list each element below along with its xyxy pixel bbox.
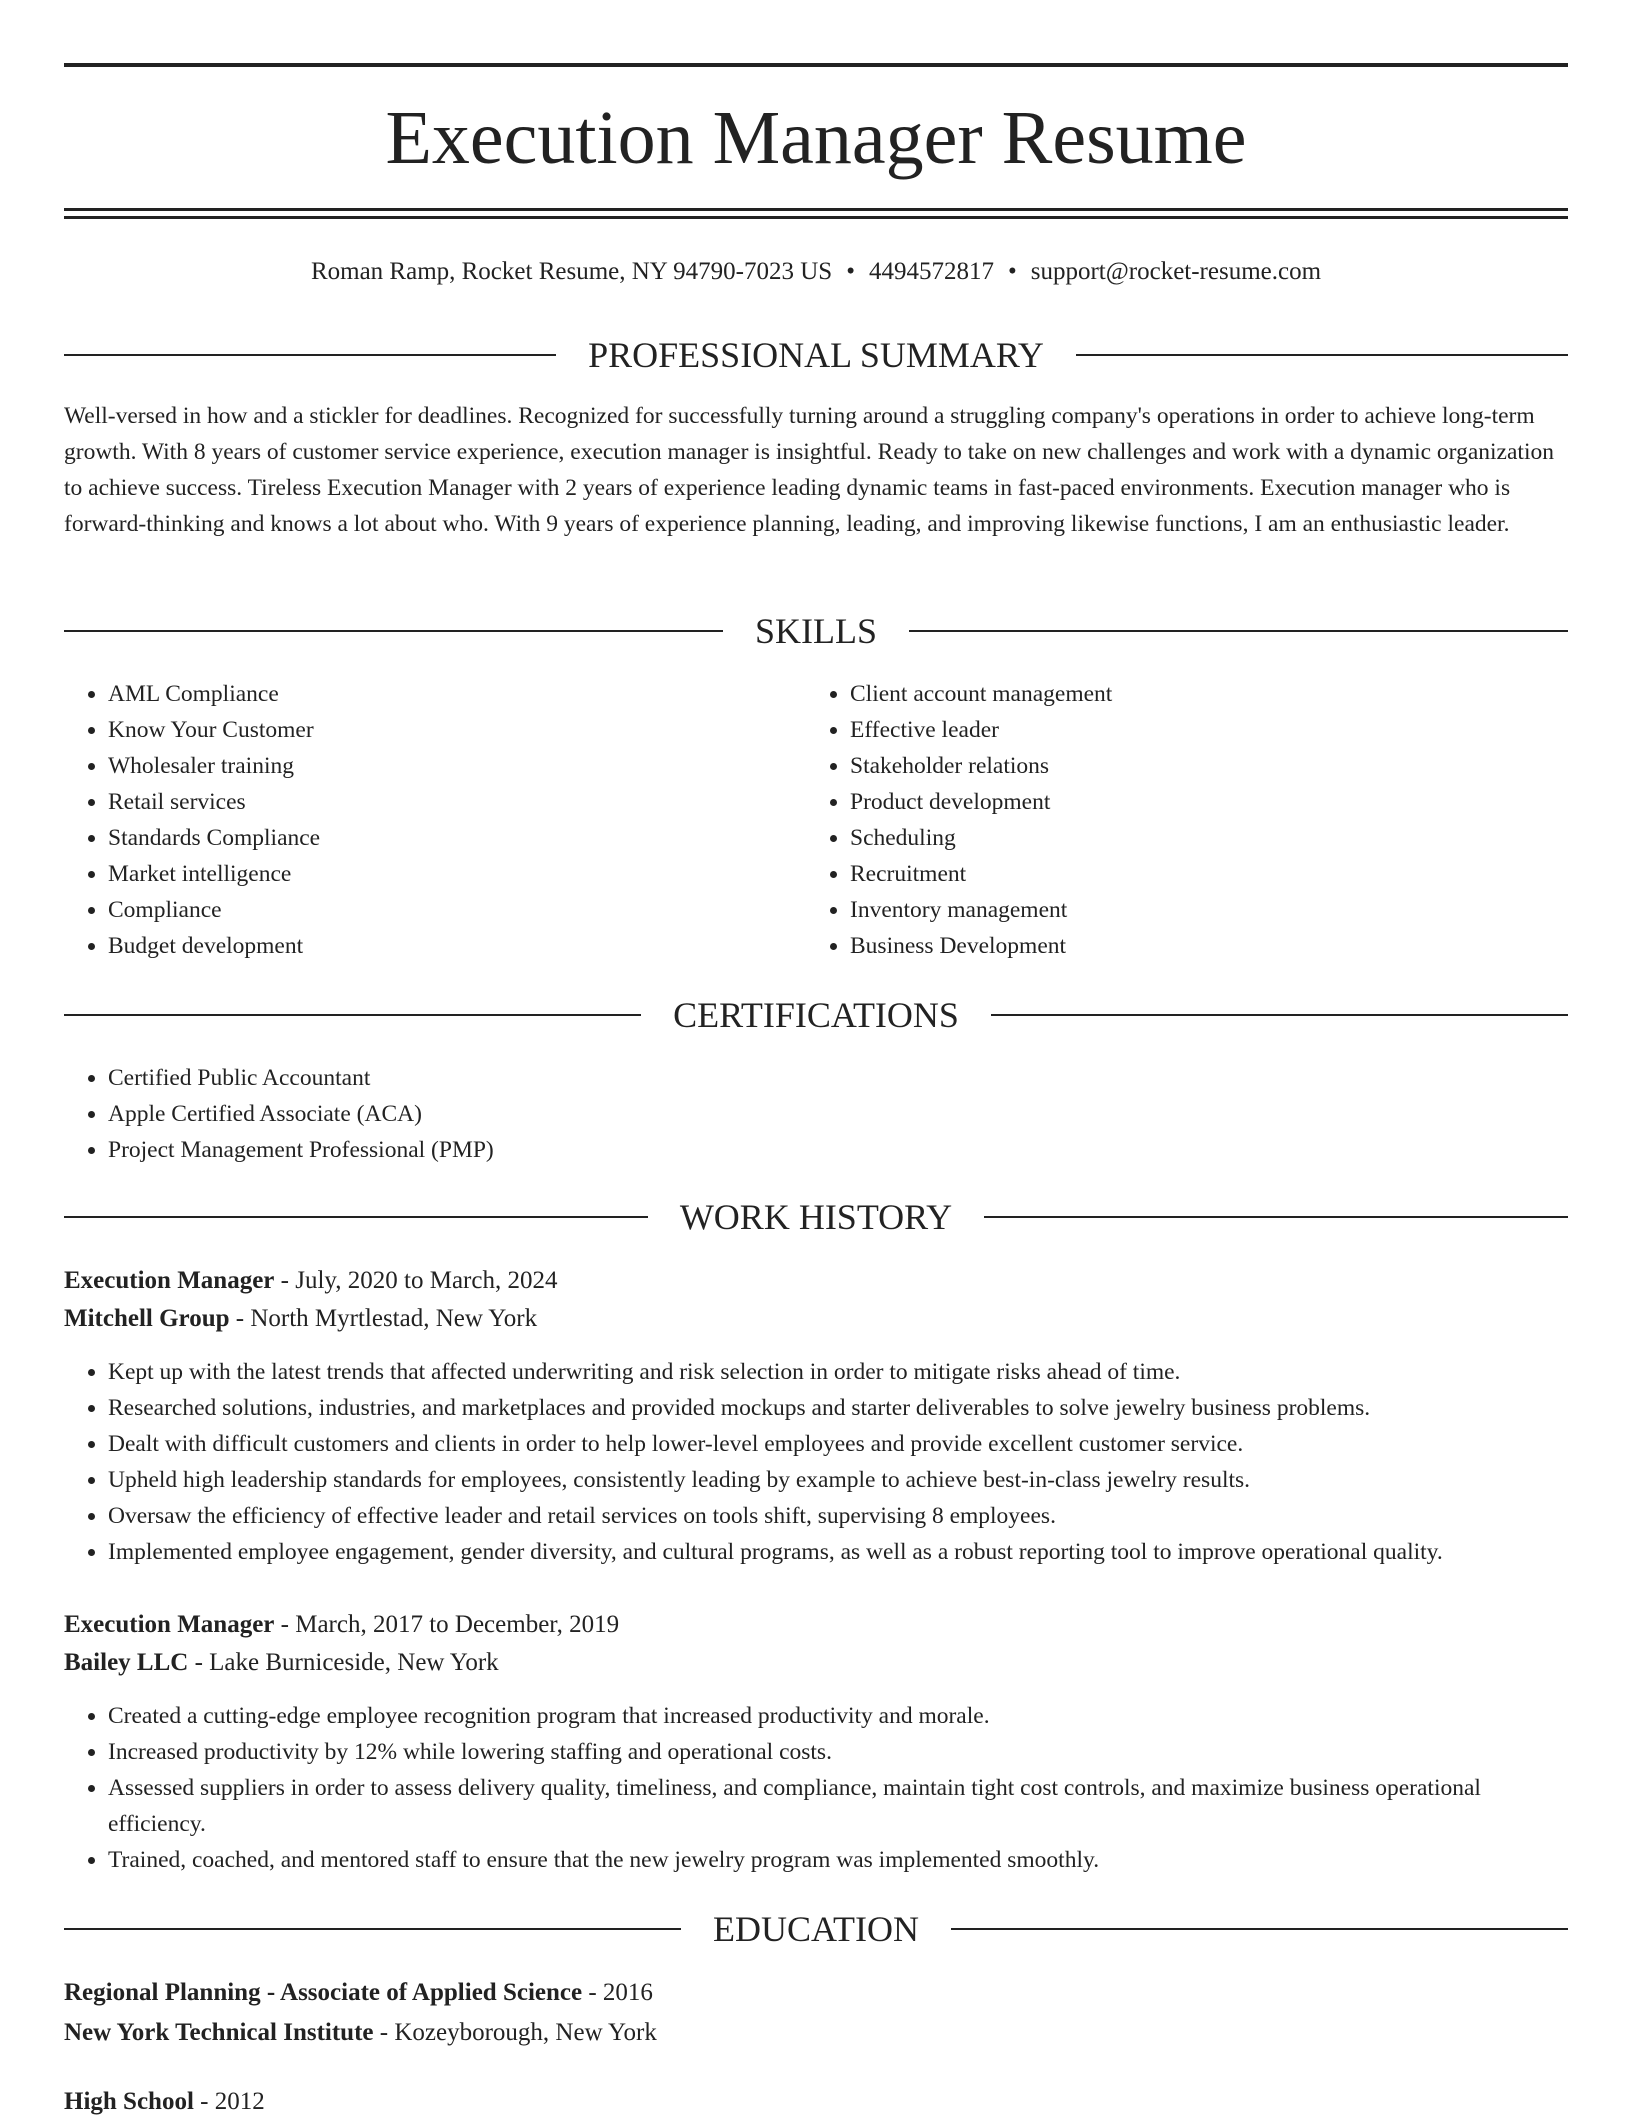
section-title: WORK HISTORY [679, 1197, 953, 1237]
job-bullet: • Upheld high leadership standards for employees, consistently leading by example to achieve best-in-class jewelry results. [108, 1462, 1568, 1498]
job-location: - North Myrtlestad, New York [229, 1305, 538, 1332]
contact-email: support@rocket-resume.com [1030, 258, 1322, 285]
job-bullet: • Implemented employee engagement, gender diversity, and cultural programs, as well as a robust reporting tool to improve operational quality. [108, 1534, 1568, 1570]
job-title: Execution Manager [64, 1267, 275, 1294]
section-heading-summary [64, 333, 1568, 377]
skill-item: • Business Development [850, 928, 1506, 964]
job-bullet: • Increased productivity by 12% while lowering staffing and operational costs. [108, 1734, 1568, 1770]
certification-item: • Apple Certified Associate (ACA) [108, 1096, 1568, 1132]
education-location: - Kozeyborough, New York [373, 2019, 657, 2046]
skills-left-column [64, 676, 764, 964]
job-company-line [64, 1300, 1568, 1338]
skill-item: • Client account management [850, 676, 1506, 712]
divider-line [64, 630, 723, 632]
education-year: - 2012 [193, 2088, 265, 2115]
skill-item: • Know Your Customer [108, 712, 764, 748]
job-bullet: • Assessed suppliers in order to assess delivery quality, timeliness, and compliance, maintain tight cost controls, and maximize business operational efficiency. [108, 1770, 1568, 1842]
contact-phone: 4494572817 [868, 258, 994, 285]
skill-item: • Stakeholder relations [850, 748, 1506, 784]
section-title: EDUCATION [713, 1909, 919, 1949]
divider-line [1076, 354, 1568, 356]
section-heading-work-history [64, 1195, 1568, 1239]
divider-line [64, 354, 556, 356]
section-title: CERTIFICATIONS [673, 995, 959, 1035]
skill-item: • Product development [850, 784, 1506, 820]
education-degree-line [64, 2082, 1568, 2122]
section-title: SKILLS [755, 611, 878, 651]
top-rule [64, 63, 1568, 67]
job-bullet: • Oversaw the efficiency of effective leader and retail services on tools shift, supervising 8 employees. [108, 1498, 1568, 1534]
section-title: PROFESSIONAL SUMMARY [588, 335, 1044, 375]
job-title-line [64, 1606, 1568, 1644]
job-entry [64, 1606, 1568, 1878]
education-degree: Regional Planning - Associate of Applied Science [64, 1979, 583, 2006]
certification-item: • Project Management Professional (PMP) [108, 1132, 1568, 1168]
job-bullet: • Trained, coached, and mentored staff to ensure that the new jewelry program was implemented smoothly. [108, 1842, 1568, 1878]
contact-separator: • [846, 258, 855, 285]
skill-item: • Market intelligence [108, 856, 764, 892]
skill-item: • Wholesaler training [108, 748, 764, 784]
certifications-list [64, 1060, 1568, 1168]
job-company: Bailey LLC [64, 1649, 189, 1676]
education-entry [64, 1973, 1568, 2053]
contact-separator: • [1007, 258, 1017, 285]
divider-line [991, 1014, 1568, 1016]
skill-item: • Scheduling [850, 820, 1506, 856]
skill-item: • Budget development [108, 928, 764, 964]
contact-address: Roman Ramp, Rocket Resume, NY 94790-7023 US [310, 258, 833, 285]
education-entry [64, 2082, 1568, 2122]
job-dates: - July, 2020 to March, 2024 [274, 1267, 558, 1294]
section-heading-certifications [64, 993, 1568, 1037]
skill-item: • Retail services [108, 784, 764, 820]
skill-item: • Inventory management [850, 892, 1506, 928]
skills-right-column [806, 676, 1506, 964]
skill-item: • Effective leader [850, 712, 1506, 748]
resume-title: Execution Manager Resume [385, 96, 1247, 180]
divider-line [984, 1216, 1568, 1218]
section-heading-skills [64, 609, 1568, 653]
divider-line [64, 1216, 648, 1218]
job-bullet: • Dealt with difficult customers and clients in order to help lower-level employees and provide excellent customer service. [108, 1426, 1568, 1462]
job-bullet: • Researched solutions, industries, and marketplaces and provided mockups and starter deliverables to solve jewelry business problems. [108, 1390, 1568, 1426]
skill-item: • Recruitment [850, 856, 1506, 892]
job-bullets [64, 1354, 1568, 1570]
job-company-line [64, 1644, 1568, 1682]
skill-item: • AML Compliance [108, 676, 764, 712]
divider-line [64, 1928, 681, 1930]
education-year: - 2016 [582, 1979, 653, 2006]
title-double-rule [64, 208, 1568, 220]
divider-line [909, 630, 1568, 632]
skill-item: • Compliance [108, 892, 764, 928]
education-degree: High School [64, 2088, 194, 2115]
job-company: Mitchell Group [64, 1305, 230, 1332]
summary-text: Well-versed in how and a stickler for deadlines. Recognized for successfully turning around a struggling company's operations in order to achieve long-term growth. With 8 years of customer service experience, execution manager is insightful. Ready to take on new challenges and work with a dynamic organization to achieve success. Tireless Execution Manager with 2 years of experience leading dynamic teams in fast-paced environments. Execution manager who is forward-thinking and knows a lot about who. With 9 years of experience planning, leading, and improving likewise functions, I am an enthusiastic leader. [64, 403, 1554, 537]
certification-item: • Certified Public Accountant [108, 1060, 1568, 1096]
divider-line [951, 1928, 1568, 1930]
contact-line [64, 254, 1568, 290]
divider-line [64, 1014, 641, 1016]
job-bullet: • Created a cutting-edge employee recognition program that increased productivity and morale. [108, 1698, 1568, 1734]
job-entry [64, 1262, 1568, 1570]
education-school: New York Technical Institute [64, 2019, 374, 2046]
education-school-line [64, 2013, 1568, 2053]
job-dates: - March, 2017 to December, 2019 [274, 1611, 620, 1638]
job-title: Execution Manager [64, 1611, 275, 1638]
job-location: - Lake Burniceside, New York [188, 1649, 499, 1676]
education-degree-line [64, 1973, 1568, 2013]
job-bullet: • Kept up with the latest trends that affected underwriting and risk selection in order to mitigate risks ahead of time. [108, 1354, 1568, 1390]
job-bullets [64, 1698, 1568, 1878]
job-title-line [64, 1262, 1568, 1300]
skill-item: • Standards Compliance [108, 820, 764, 856]
section-heading-education [64, 1907, 1568, 1951]
